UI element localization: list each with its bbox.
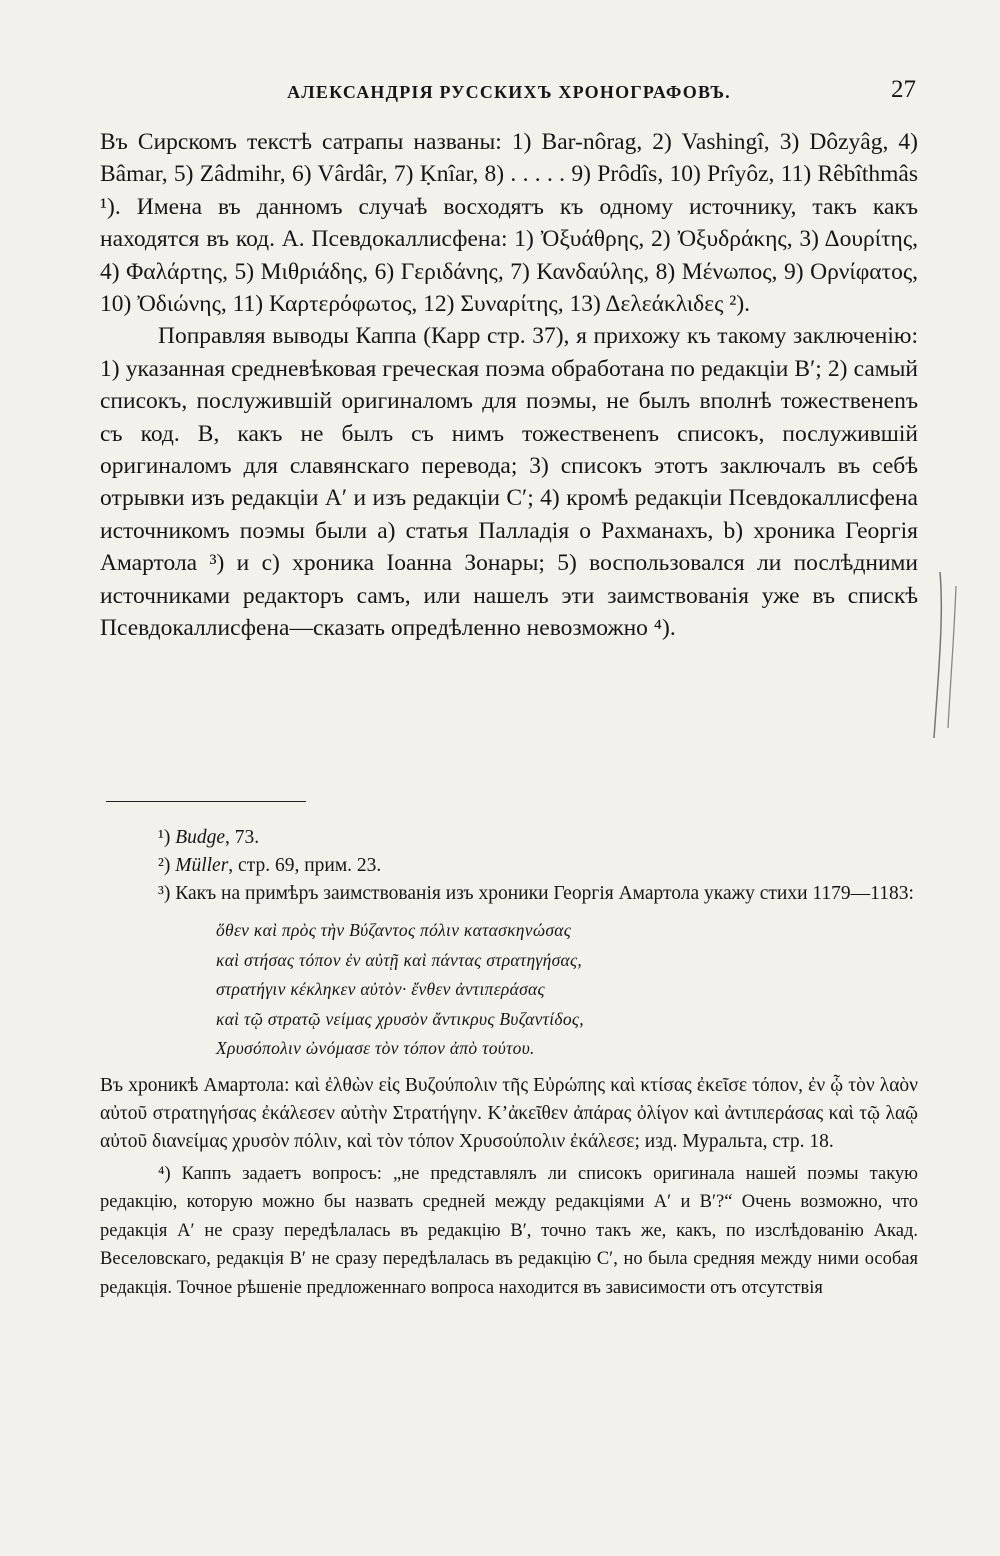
verse-line: καὶ στήσας τόπον ἐν αὐτῇ καὶ πάντας στρατηγήσας, [216,949,583,970]
paragraph-satraps: Въ Сирскомъ текстѣ сатрапы названы: 1) Bar-nôrag, 2) Vashingî, 3) Dôzyâg, 4) Bâmar, 5) Zâdmihr, 6) Vârdâr, 7) Ḳnîar, 8) . . . . . 9) Prôdîs, 10) Prîyôz, 11) Rêbîthmâs ¹). Имена въ данномъ случаѣ восходятъ къ одному источнику, такъ какъ находятся въ код. A. Псевдокаллисфена: 1) Ὀξυάθρης, 2) Ὀξυδράκης, 3) Δουρίτης, 4) Φαλάρτης, 5) Μιθριάδης, 6) Γεριδάνης, 7) Κανδαύλης, 8) Μένωπος, 9) Ορνίφατος, 10) Ὀδιώνης, 11) Καρτερόφωτος, 12) Συναρίτης, 13) Δελεάκλιδες ²). [100,129,918,318]
footnotes [100,824,918,1302]
footnote-4: ⁴) Каппъ задаетъ вопросъ: „не представлялъ ли списокъ оригинала нашей поэмы такую редакцію, которую можно бы назвать средней между редакціями A′ и B′?“ Очень возможно, что редакція A′ не сразу передѣлалась въ редакцію B′, точно такъ же, какъ, по изслѣдованію Акад. Веселовскаго, редакція B′ не сразу передѣлалась въ редакцію C′, но была средняя между ними особая редакція. Точное рѣшеніе предложеннаго вопроса находится въ зависимости отъ отсутствія [100,1163,918,1298]
running-title: АЛЕКСАНДРІЯ РУССКИХЪ ХРОНОГРАФОВЪ. [287,82,731,102]
page-number: 27 [891,76,916,103]
footnote-3: ³) Какъ на примѣръ заимствованія изъ хроники Георгія Амартола укажу стихи 1179—1183: [158,883,914,904]
main-text [100,126,918,645]
paragraph-conclusions: Поправляя выводы Каппа (Карр стр. 37), я прихожу къ такому заключенію: 1) указанная средневѣковая греческая поэма обработана по редакціи B′; 2) самый списокъ, послужившій оригиналомъ для поэмы, не былъ вполнѣ тожественenъ съ код. B, какъ не былъ съ нимъ тожественenъ списокъ, послужившій оригиналомъ для славянскаго перевода; 3) списокъ этотъ заключалъ въ себѣ отрывки изъ редакціи A′ и изъ редакціи C′; 4) кромѣ редакціи Псевдокаллисфена источникомъ поэмы были a) статья Палладія о Рахманахъ, b) хроника Георгія Амартола ³) и c) хроника Іоанна Зонары; 5) воспользовался ли послѣдними источниками редакторъ самъ, или нашелъ эти заимствованія уже въ спискѣ Псевдокаллисфена—сказать опредѣленно невозможно ⁴). [100,323,918,642]
footnote-2 [100,852,918,880]
footnote-marker: ²) [158,855,171,876]
running-head [100,76,918,110]
footnote-ref: , стр. 69, прим. 23. [228,855,382,876]
footnote-rule [106,801,306,802]
verse-quote [216,916,918,1064]
margin-pencil-mark [926,568,966,744]
footnote-1 [100,824,918,852]
verse-line: καὶ τῷ στρατῷ νείμας χρυσὸν ἄντικρυς Βυζαντίδος, [216,1008,584,1029]
footnote-3-continuation: Въ хроникѣ Амартола: καὶ ἐλθὼν εἰς Βυζούπολιν τῆς Εὐρώπης καὶ κτίσας ἐκεῖσε τόπον, ἐν ᾧ τὸν λαὸν αὐτοῦ στρατηγήσας ἐκάλεσεν αὐτὴν Στρατήγην. Κ’ἀκεῖθεν ἀπάρας ὀλίγον καὶ ἀντιπεράσας καὶ τῷ λαῷ αὐτοῦ διανείμας χρυσὸν πόλιν, καὶ τὸν τόπον Χρυσούπολιν ἐκάλεσε; изд. Муральта, стр. 18. [100,1074,918,1152]
footnote-author: Müller [175,855,229,876]
verse-line: Χρυσόπολιν ὠνόμασε τὸν τόπον ἀπὸ τούτου. [216,1038,535,1058]
footnote-marker: ¹) [158,827,171,848]
verse-line: ὅθεν καὶ πρὸς τὴν Βύζαντος πόλιν κατασκηνώσας [216,920,572,940]
footnote-ref: , 73. [225,827,260,848]
footnote-author: Budge [175,827,226,848]
verse-line: στρατήγιν κέκληκεν αὐτὸν· ἔνθεν ἀντιπεράσας [216,979,545,999]
